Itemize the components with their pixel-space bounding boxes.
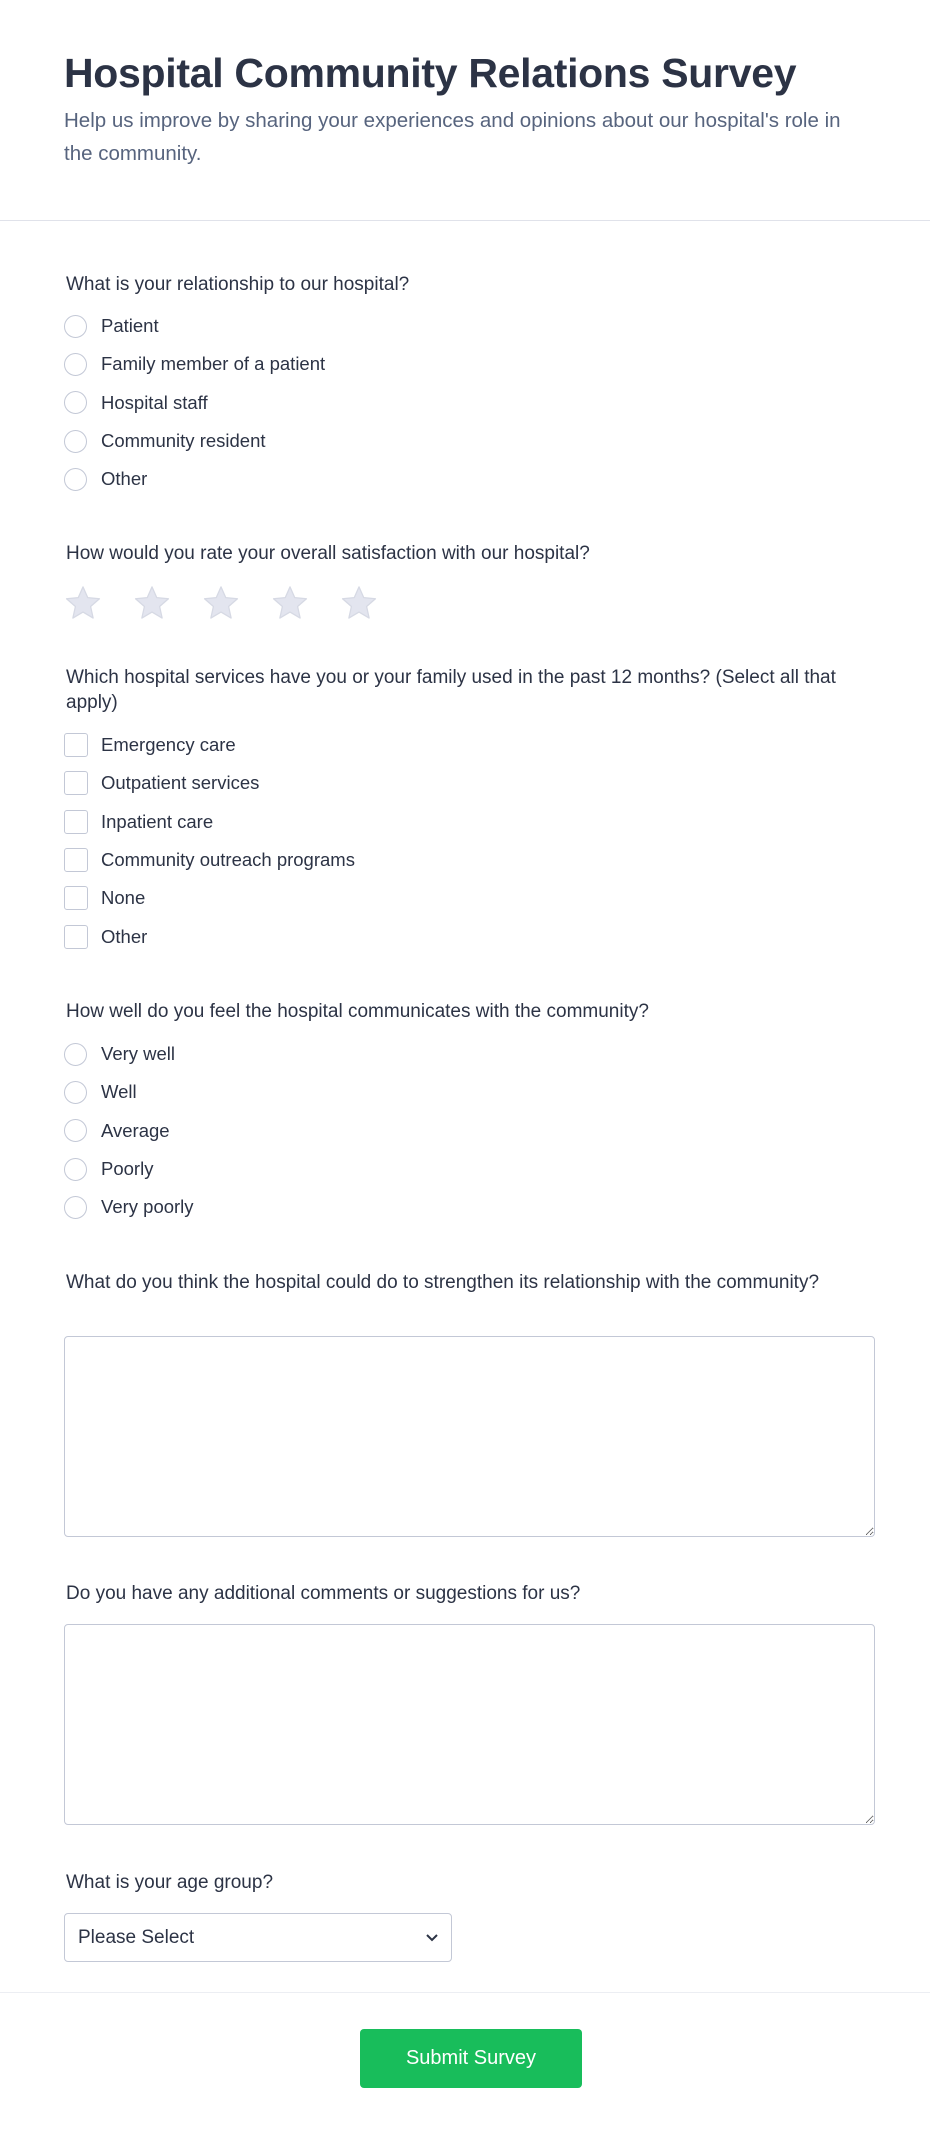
communication-option[interactable]: [64, 1112, 194, 1150]
radio-button[interactable]: [64, 1081, 87, 1104]
star-rating: [64, 584, 378, 622]
checkbox[interactable]: [64, 733, 88, 757]
option-label: Average: [101, 1119, 170, 1141]
option-label: Very well: [101, 1043, 176, 1065]
option-label: Family member of a patient: [101, 353, 326, 375]
services-option[interactable]: [64, 879, 355, 917]
page-title: Hospital Community Relations Survey: [64, 50, 797, 96]
option-label: Outpatient services: [101, 772, 260, 794]
checkbox[interactable]: [64, 771, 88, 795]
option-label: Well: [101, 1081, 137, 1103]
checkbox[interactable]: [64, 810, 88, 834]
relationship-option[interactable]: [64, 422, 325, 460]
question-communication-label: How well do you feel the hospital communicates with the community?: [66, 1001, 649, 1022]
option-label: Hospital staff: [101, 391, 208, 413]
relationship-option[interactable]: [64, 460, 325, 498]
services-option[interactable]: [64, 803, 355, 841]
question-relationship-label: What is your relationship to our hospital?: [66, 274, 410, 295]
radio-button[interactable]: [64, 1043, 87, 1066]
question-comments-label: Do you have any additional comments or suggestions for us?: [66, 1583, 581, 1604]
communication-option[interactable]: [64, 1150, 194, 1188]
radio-button[interactable]: [64, 1158, 87, 1181]
star-icon[interactable]: [64, 584, 102, 622]
question-services-label: Which hospital services have you or your family used in the past 12 months? (Select all that apply): [66, 667, 836, 713]
question-age-label: What is your age group?: [66, 1872, 274, 1893]
option-label: Emergency care: [101, 734, 236, 756]
star-icon[interactable]: [271, 584, 309, 622]
radio-button[interactable]: [64, 1196, 87, 1219]
option-label: Poorly: [101, 1158, 154, 1180]
strengthen-textarea[interactable]: [64, 1336, 875, 1537]
relationship-option[interactable]: [64, 384, 325, 422]
star-icon[interactable]: [202, 584, 240, 622]
services-option[interactable]: [64, 917, 355, 955]
option-label: Inpatient care: [101, 810, 214, 832]
radio-button[interactable]: [64, 468, 87, 491]
age-group-select[interactable]: [64, 1913, 452, 1962]
star-icon[interactable]: [340, 584, 378, 622]
option-label: Other: [101, 468, 148, 490]
option-label: None: [101, 887, 146, 909]
checkbox[interactable]: [64, 848, 88, 872]
services-option[interactable]: [64, 841, 355, 879]
relationship-option[interactable]: [64, 345, 325, 383]
option-label: Community resident: [101, 430, 266, 452]
radio-button[interactable]: [64, 430, 87, 453]
communication-option[interactable]: [64, 1035, 194, 1073]
radio-button[interactable]: [64, 391, 87, 414]
star-icon[interactable]: [133, 584, 171, 622]
age-group-selected: Please Select: [78, 1926, 195, 1948]
communication-option[interactable]: [64, 1188, 194, 1226]
radio-button[interactable]: [64, 353, 87, 376]
footer-divider: [0, 1992, 930, 1993]
question-strengthen-label: What do you think the hospital could do to strengthen its relationship with the community?: [66, 1272, 820, 1293]
option-label: Very poorly: [101, 1196, 194, 1218]
services-options: [64, 726, 355, 956]
header-divider: [0, 220, 930, 221]
chevron-down-icon: [425, 1933, 439, 1943]
relationship-options: [64, 307, 325, 498]
radio-button[interactable]: [64, 315, 87, 338]
checkbox[interactable]: [64, 886, 88, 910]
comments-textarea[interactable]: [64, 1624, 875, 1825]
relationship-option[interactable]: [64, 307, 325, 345]
option-label: Community outreach programs: [101, 849, 355, 871]
question-satisfaction-label: How would you rate your overall satisfaction with our hospital?: [66, 543, 590, 564]
radio-button[interactable]: [64, 1119, 87, 1142]
services-option[interactable]: [64, 726, 355, 764]
option-label: Other: [101, 925, 148, 947]
communication-options: [64, 1035, 194, 1226]
option-label: Patient: [101, 315, 159, 337]
submit-survey-button[interactable]: Submit Survey: [360, 2029, 582, 2088]
page-subtitle: Help us improve by sharing your experiences and opinions about our hospital's role in the community.: [64, 109, 841, 165]
communication-option[interactable]: [64, 1073, 194, 1111]
services-option[interactable]: [64, 764, 355, 802]
checkbox[interactable]: [64, 925, 88, 949]
